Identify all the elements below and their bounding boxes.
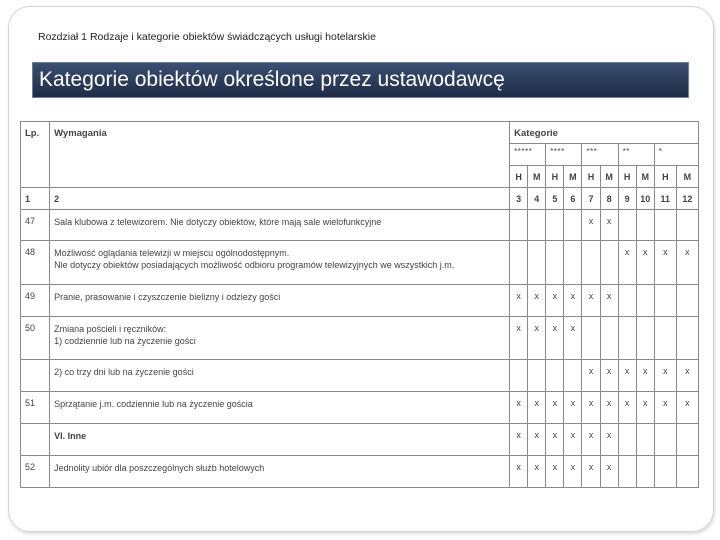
table-row [21,210,699,241]
category-mark [618,210,636,241]
category-mark [676,317,698,360]
category-mark [676,285,698,317]
category-mark: x [636,392,654,424]
requirements-table [20,121,699,488]
stars-four: **** [546,144,582,166]
column-number: 10 [636,188,654,210]
type-motel: M [676,166,698,188]
requirement-text: VI. Inne [54,431,87,441]
category-mark: x [676,392,698,424]
category-mark [510,360,528,392]
requirement-cell [50,317,510,360]
type-motel: M [528,166,546,188]
category-mark: x [676,360,698,392]
category-mark: x [636,241,654,285]
category-mark [676,424,698,456]
category-mark [654,210,676,241]
category-mark [510,210,528,241]
category-mark: x [546,392,564,424]
requirement-text: Pranie, prasowanie i czyszczenie bielizny i odzieży gości [54,292,281,302]
type-hotel: H [654,166,676,188]
category-mark: x [564,392,582,424]
row-number: 49 [21,285,50,317]
category-mark [636,456,654,488]
category-mark [564,360,582,392]
category-mark: x [510,317,528,360]
type-hotel: H [582,166,600,188]
requirement-text: 2) co trzy dni lub na życzenie gości [54,367,194,377]
category-mark: x [600,424,618,456]
category-mark: x [618,360,636,392]
category-mark: x [564,285,582,317]
column-number: 6 [564,188,582,210]
category-mark: x [600,456,618,488]
type-motel: M [600,166,618,188]
category-mark: x [582,424,600,456]
category-mark: x [528,317,546,360]
requirement-cell [50,210,510,241]
category-mark: x [600,210,618,241]
requirement-cell [50,360,510,392]
header-requirements: Wymagania [50,122,510,188]
requirement-text-line2: Nie dotyczy obiektów posiadających możliwość odbioru programów telewizyjnych we wszystkich j.m. [54,260,455,270]
table-row [21,392,699,424]
table-row [21,360,699,392]
category-mark: x [654,392,676,424]
category-mark: x [510,456,528,488]
category-mark [546,241,564,285]
column-number: 2 [50,188,510,210]
category-mark: x [528,456,546,488]
category-mark [600,317,618,360]
category-mark: x [582,360,600,392]
category-mark: x [676,241,698,285]
category-mark [654,317,676,360]
category-mark [618,424,636,456]
category-mark: x [564,317,582,360]
category-mark [676,210,698,241]
category-mark: x [528,392,546,424]
category-mark: x [636,360,654,392]
column-number: 9 [618,188,636,210]
category-mark: x [564,456,582,488]
category-mark [528,210,546,241]
requirement-cell [50,456,510,488]
requirement-text: Możliwość oglądania telewizji w miejscu ogólnodostępnym. [54,248,290,258]
category-mark: x [582,392,600,424]
category-mark [510,241,528,285]
row-number [21,360,50,392]
chapter-heading: Rozdział 1 Rodzaje i kategorie obiektów świadczących usługi hotelarskie [38,31,376,43]
category-mark [618,317,636,360]
category-mark: x [564,424,582,456]
category-mark: x [618,241,636,285]
category-mark: x [546,317,564,360]
category-mark: x [546,424,564,456]
requirement-text: Zmiana pościeli i ręczników: [54,324,167,334]
category-mark [528,360,546,392]
column-number: 8 [600,188,618,210]
category-mark [546,210,564,241]
category-mark [654,285,676,317]
stars-one: * [654,144,698,166]
category-mark [618,285,636,317]
category-mark [564,241,582,285]
column-number: 3 [510,188,528,210]
category-mark: x [528,285,546,317]
category-mark [636,210,654,241]
row-number [21,424,50,456]
row-number: 51 [21,392,50,424]
requirement-cell [50,392,510,424]
column-number: 5 [546,188,564,210]
table-row [21,241,699,285]
category-mark: x [600,360,618,392]
category-mark [618,456,636,488]
header-categories: Kategorie [510,122,699,144]
column-number: 4 [528,188,546,210]
category-mark: x [654,360,676,392]
category-mark [636,285,654,317]
slide-title: Kategorie obiektów określone przez ustawodawcę [32,62,689,98]
table-row [21,456,699,488]
category-mark: x [528,424,546,456]
category-mark [600,241,618,285]
requirement-cell [50,285,510,317]
requirement-cell [50,241,510,285]
column-number: 7 [582,188,600,210]
type-motel: M [636,166,654,188]
category-mark [546,360,564,392]
requirement-text: Jednolity ubiór dla poszczególnych służb hotelowych [54,463,265,473]
row-number: 48 [21,241,50,285]
category-mark: x [582,456,600,488]
row-number: 50 [21,317,50,360]
header-lp: Lp. [21,122,50,188]
stars-five: ***** [510,144,546,166]
category-mark: x [510,392,528,424]
category-mark [582,241,600,285]
category-mark [564,210,582,241]
row-number: 47 [21,210,50,241]
requirement-text: Sala klubowa z telewizorem. Nie dotyczy obiektów, które mają sale wielofunkcyjne [54,217,382,227]
category-mark: x [600,392,618,424]
category-mark [528,241,546,285]
category-mark [676,456,698,488]
type-motel: M [564,166,582,188]
category-mark [654,424,676,456]
category-mark: x [582,210,600,241]
table-row [21,424,699,456]
stars-two: ** [618,144,654,166]
table-row [21,317,699,360]
category-mark [636,317,654,360]
requirement-cell [50,424,510,456]
column-number: 11 [654,188,676,210]
category-mark [582,317,600,360]
type-hotel: H [618,166,636,188]
category-mark: x [510,424,528,456]
stars-three: *** [582,144,618,166]
column-number: 12 [676,188,698,210]
row-number: 52 [21,456,50,488]
category-mark: x [600,285,618,317]
category-mark: x [546,456,564,488]
column-number: 1 [21,188,50,210]
table-row [21,285,699,317]
category-mark [654,456,676,488]
type-hotel: H [546,166,564,188]
category-mark [636,424,654,456]
category-mark: x [510,285,528,317]
category-mark: x [618,392,636,424]
type-hotel: H [510,166,528,188]
requirement-text: Sprzątanie j.m. codziennie lub na życzenie gościa [54,399,253,409]
category-mark: x [654,241,676,285]
category-mark: x [582,285,600,317]
requirement-text-line2: 1) codziennie lub na życzenie gości [54,336,196,346]
category-mark: x [546,285,564,317]
